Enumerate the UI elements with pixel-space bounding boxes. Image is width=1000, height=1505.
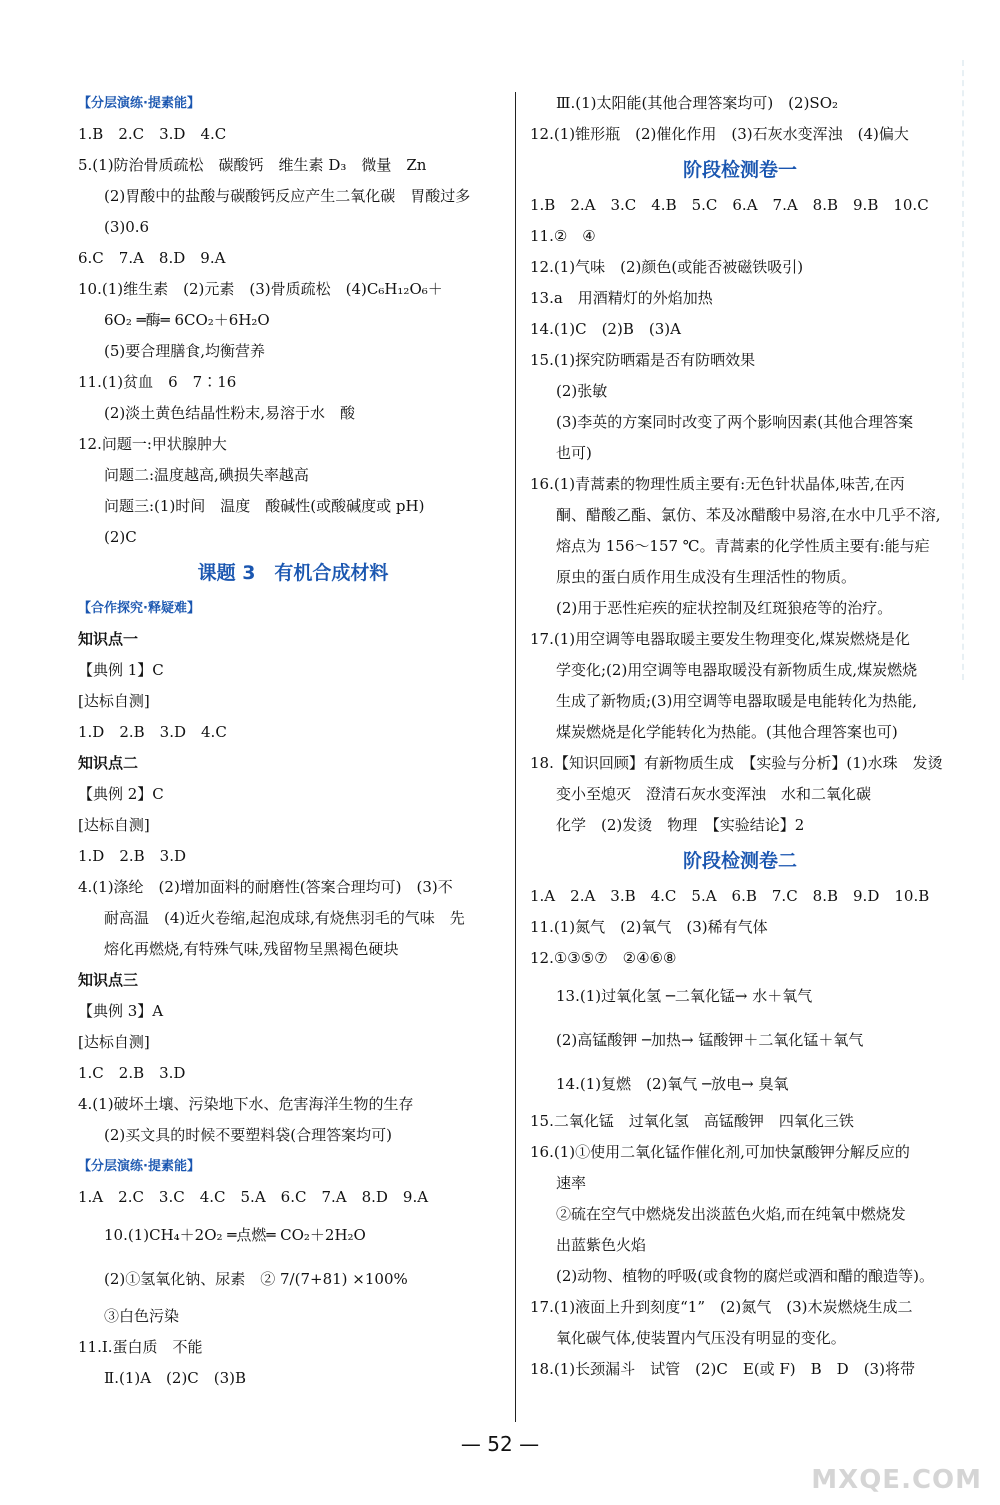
answer-continuation: (3)0.6 (104, 218, 150, 236)
answer-line: [达标自测] (78, 1033, 150, 1051)
equation-line: (2)①氢氧化钠、尿素 ② 7/(7+81) ×100% (104, 1270, 408, 1288)
answer-continuation: 问题三:(1)时间 温度 酸碱性(或酸碱度或 pH) (104, 497, 425, 515)
answer-continuation: 耐高温 (4)近火卷缩,起泡成球,有烧焦羽毛的气味 先 (104, 909, 465, 927)
answer-continuation: (2)C (104, 528, 137, 546)
left-column (78, 88, 508, 1394)
answer-continuation: 出蓝紫色火焰 (556, 1236, 647, 1254)
answer-line: 1.A 2.A 3.B 4.C 5.A 6.B 7.C 8.B 9.D 10.B (530, 887, 930, 905)
answer-continuation: (2)淡土黄色结晶性粉末,易溶于水 酸 (104, 404, 356, 422)
answer-continuation: 熔点为 156～157 ℃。青蒿素的化学性质主要有:能与疟 (556, 537, 930, 555)
answer-continuation: (2)胃酸中的盐酸与碳酸钙反应产生二氧化碳 胃酸过多 (104, 187, 471, 205)
answer-line: 11.Ⅰ.蛋白质 不能 (78, 1338, 203, 1356)
answer-line: 16.(1)①使用二氧化锰作催化剂,可加快氯酸钾分解反应的 (530, 1143, 910, 1161)
answer-continuation: (3)李英的方案同时改变了两个影响因素(其他合理答案 (556, 413, 914, 431)
answer-line: 12.(1)气味 (2)颜色(或能否被磁铁吸引) (530, 258, 804, 276)
answer-line: 1.B 2.A 3.C 4.B 5.C 6.A 7.A 8.B 9.B 10.C (530, 196, 929, 214)
answer-line: 1.B 2.C 3.D 4.C (78, 125, 227, 143)
equation-line: (2)高锰酸钾 ─加热→ 锰酸钾＋二氧化锰＋氧气 (556, 1031, 864, 1049)
answer-line: 4.(1)破坏土壤、污染地下水、危害海洋生物的生存 (78, 1095, 414, 1113)
answer-continuation: ②硫在空气中燃烧发出淡蓝色火焰,而在纯氧中燃烧发 (556, 1205, 906, 1223)
answer-line: 14.(1)C (2)B (3)A (530, 320, 681, 338)
answer-line: 4.(1)涤纶 (2)增加面料的耐磨性(答案合理均可) (3)不 (78, 878, 453, 896)
equation-line: 10.(1)CH₄＋2O₂ ═点燃═ CO₂＋2H₂O (104, 1226, 366, 1244)
answer-line: 18.(1)长颈漏斗 试管 (2)C E(或 F) B D (3)将带 (530, 1360, 915, 1378)
equation-line: 13.(1)过氧化氢 ─二氧化锰→ 水＋氧气 (556, 987, 813, 1005)
answer-line: 5.(1)防治骨质疏松 碳酸钙 维生素 D₃ 微量 Zn (78, 156, 427, 174)
answer-continuation: 问题二:温度越高,碘损失率越高 (104, 466, 309, 484)
answer-line: 12.①③⑤⑦ ②④⑥⑧ (530, 949, 677, 967)
answer-continuation: 煤炭燃烧是化学能转化为热能。(其他合理答案也可) (556, 723, 898, 741)
knowledge-point-heading: 知识点一 (78, 630, 139, 648)
answer-continuation: (2)张敏 (556, 382, 608, 400)
section-heading: 【分层演练·提素能】 (78, 1159, 200, 1174)
answer-line: 17.(1)液面上升到刻度“1” (2)氮气 (3)木炭燃烧生成二 (530, 1298, 913, 1316)
answer-line: 12.问题一:甲状腺肿大 (78, 435, 227, 453)
answer-line: 11.(1)贫血 6 7∶16 (78, 373, 237, 391)
answer-continuation: 熔化再燃烧,有特殊气味,残留物呈黑褐色硬块 (104, 940, 399, 958)
chapter-title: 课题 3 有机合成材料 (197, 562, 389, 584)
answer-line: 15.(1)探究防晒霜是否有防晒效果 (530, 351, 756, 369)
scan-edge-marks (962, 60, 966, 680)
answer-continuation: 化学 (2)发烫 物理 【实验结论】2 (556, 816, 805, 834)
answer-continuation: Ⅲ.(1)太阳能(其他合理答案均可) (2)SO₂ (556, 94, 839, 112)
answer-line: 10.(1)维生素 (2)元素 (3)骨质疏松 (4)C₆H₁₂O₆＋ (78, 280, 443, 298)
section-heading: 【分层演练·提素能】 (78, 96, 200, 111)
answer-continuation: (2)用于恶性疟疾的症状控制及红斑狼疮等的治疗。 (556, 599, 893, 617)
answer-continuation: 学变化;(2)用空调等电器取暖没有新物质生成,煤炭燃烧 (556, 661, 918, 679)
answer-continuation: ③白色污染 (104, 1307, 180, 1325)
answer-continuation: 6O₂ ═酶═ 6CO₂＋6H₂O (104, 311, 270, 329)
chapter-title: 阶段检测卷一 (682, 159, 797, 181)
knowledge-point-heading: 知识点三 (78, 971, 139, 989)
answer-line: 16.(1)青蒿素的物理性质主要有:无色针状晶体,味苦,在丙 (530, 475, 905, 493)
page-number: — 52 — (460, 1432, 540, 1456)
answer-line: [达标自测] (78, 692, 150, 710)
answer-line: 11.② ④ (530, 227, 596, 245)
answer-line: 13.a 用酒精灯的外焰加热 (530, 289, 713, 307)
equation-line: 14.(1)复燃 (2)氧气 ─放电→ 臭氧 (556, 1075, 789, 1093)
answer-line: 15.二氧化锰 过氧化氢 高锰酸钾 四氧化三铁 (530, 1112, 854, 1130)
section-heading: 【合作探究·释疑难】 (78, 601, 200, 616)
column-divider (515, 92, 516, 1422)
answer-line: 1.C 2.B 3.D (78, 1064, 186, 1082)
answer-continuation: (2)买文具的时候不要塑料袋(合理答案均可) (104, 1126, 392, 1144)
answer-continuation: 也可) (556, 444, 592, 462)
answer-continuation: (5)要合理膳食,均衡营养 (104, 342, 266, 360)
chapter-title: 阶段检测卷二 (682, 850, 797, 872)
answer-line: 17.(1)用空调等电器取暖主要发生物理变化,煤炭燃烧是化 (530, 630, 910, 648)
answer-line: 【典例 1】C (78, 661, 164, 679)
answer-continuation: 原虫的蛋白质作用生成没有生理活性的物质。 (556, 568, 857, 586)
answer-line: 【典例 3】A (78, 1002, 164, 1020)
answer-continuation: Ⅱ.(1)A (2)C (3)B (104, 1369, 247, 1387)
answer-continuation: 氧化碳气体,使装置内气压没有明显的变化。 (556, 1329, 846, 1347)
answer-line: 1.A 2.C 3.C 4.C 5.A 6.C 7.A 8.D 9.A (78, 1188, 429, 1206)
answer-line: 18.【知识回顾】有新物质生成 【实验与分析】(1)水珠 发烫 (530, 754, 943, 772)
answer-line: 6.C 7.A 8.D 9.A (78, 249, 226, 267)
knowledge-point-heading: 知识点二 (78, 754, 139, 772)
answer-continuation: 变小至熄灭 澄清石灰水变浑浊 水和二氧化碳 (556, 785, 872, 803)
answer-line: 1.D 2.B 3.D 4.C (78, 723, 227, 741)
answer-line: [达标自测] (78, 816, 150, 834)
right-column (530, 88, 950, 1385)
watermark: MXQE.COM (811, 1465, 982, 1495)
answer-line: 11.(1)氮气 (2)氧气 (3)稀有气体 (530, 918, 768, 936)
answer-line: 【典例 2】C (78, 785, 164, 803)
answer-continuation: 酮、醋酸乙酯、氯仿、苯及冰醋酸中易溶,在水中几乎不溶, (556, 506, 941, 524)
answer-continuation: 速率 (556, 1174, 587, 1192)
answer-line: 1.D 2.B 3.D (78, 847, 187, 865)
answer-continuation: (2)动物、植物的呼吸(或食物的腐烂或酒和醋的酿造等)。 (556, 1267, 934, 1285)
answer-continuation: 生成了新物质;(3)用空调等电器取暖是电能转化为热能, (556, 692, 918, 710)
answer-line: 12.(1)锥形瓶 (2)催化作用 (3)石灰水变浑浊 (4)偏大 (530, 125, 909, 143)
